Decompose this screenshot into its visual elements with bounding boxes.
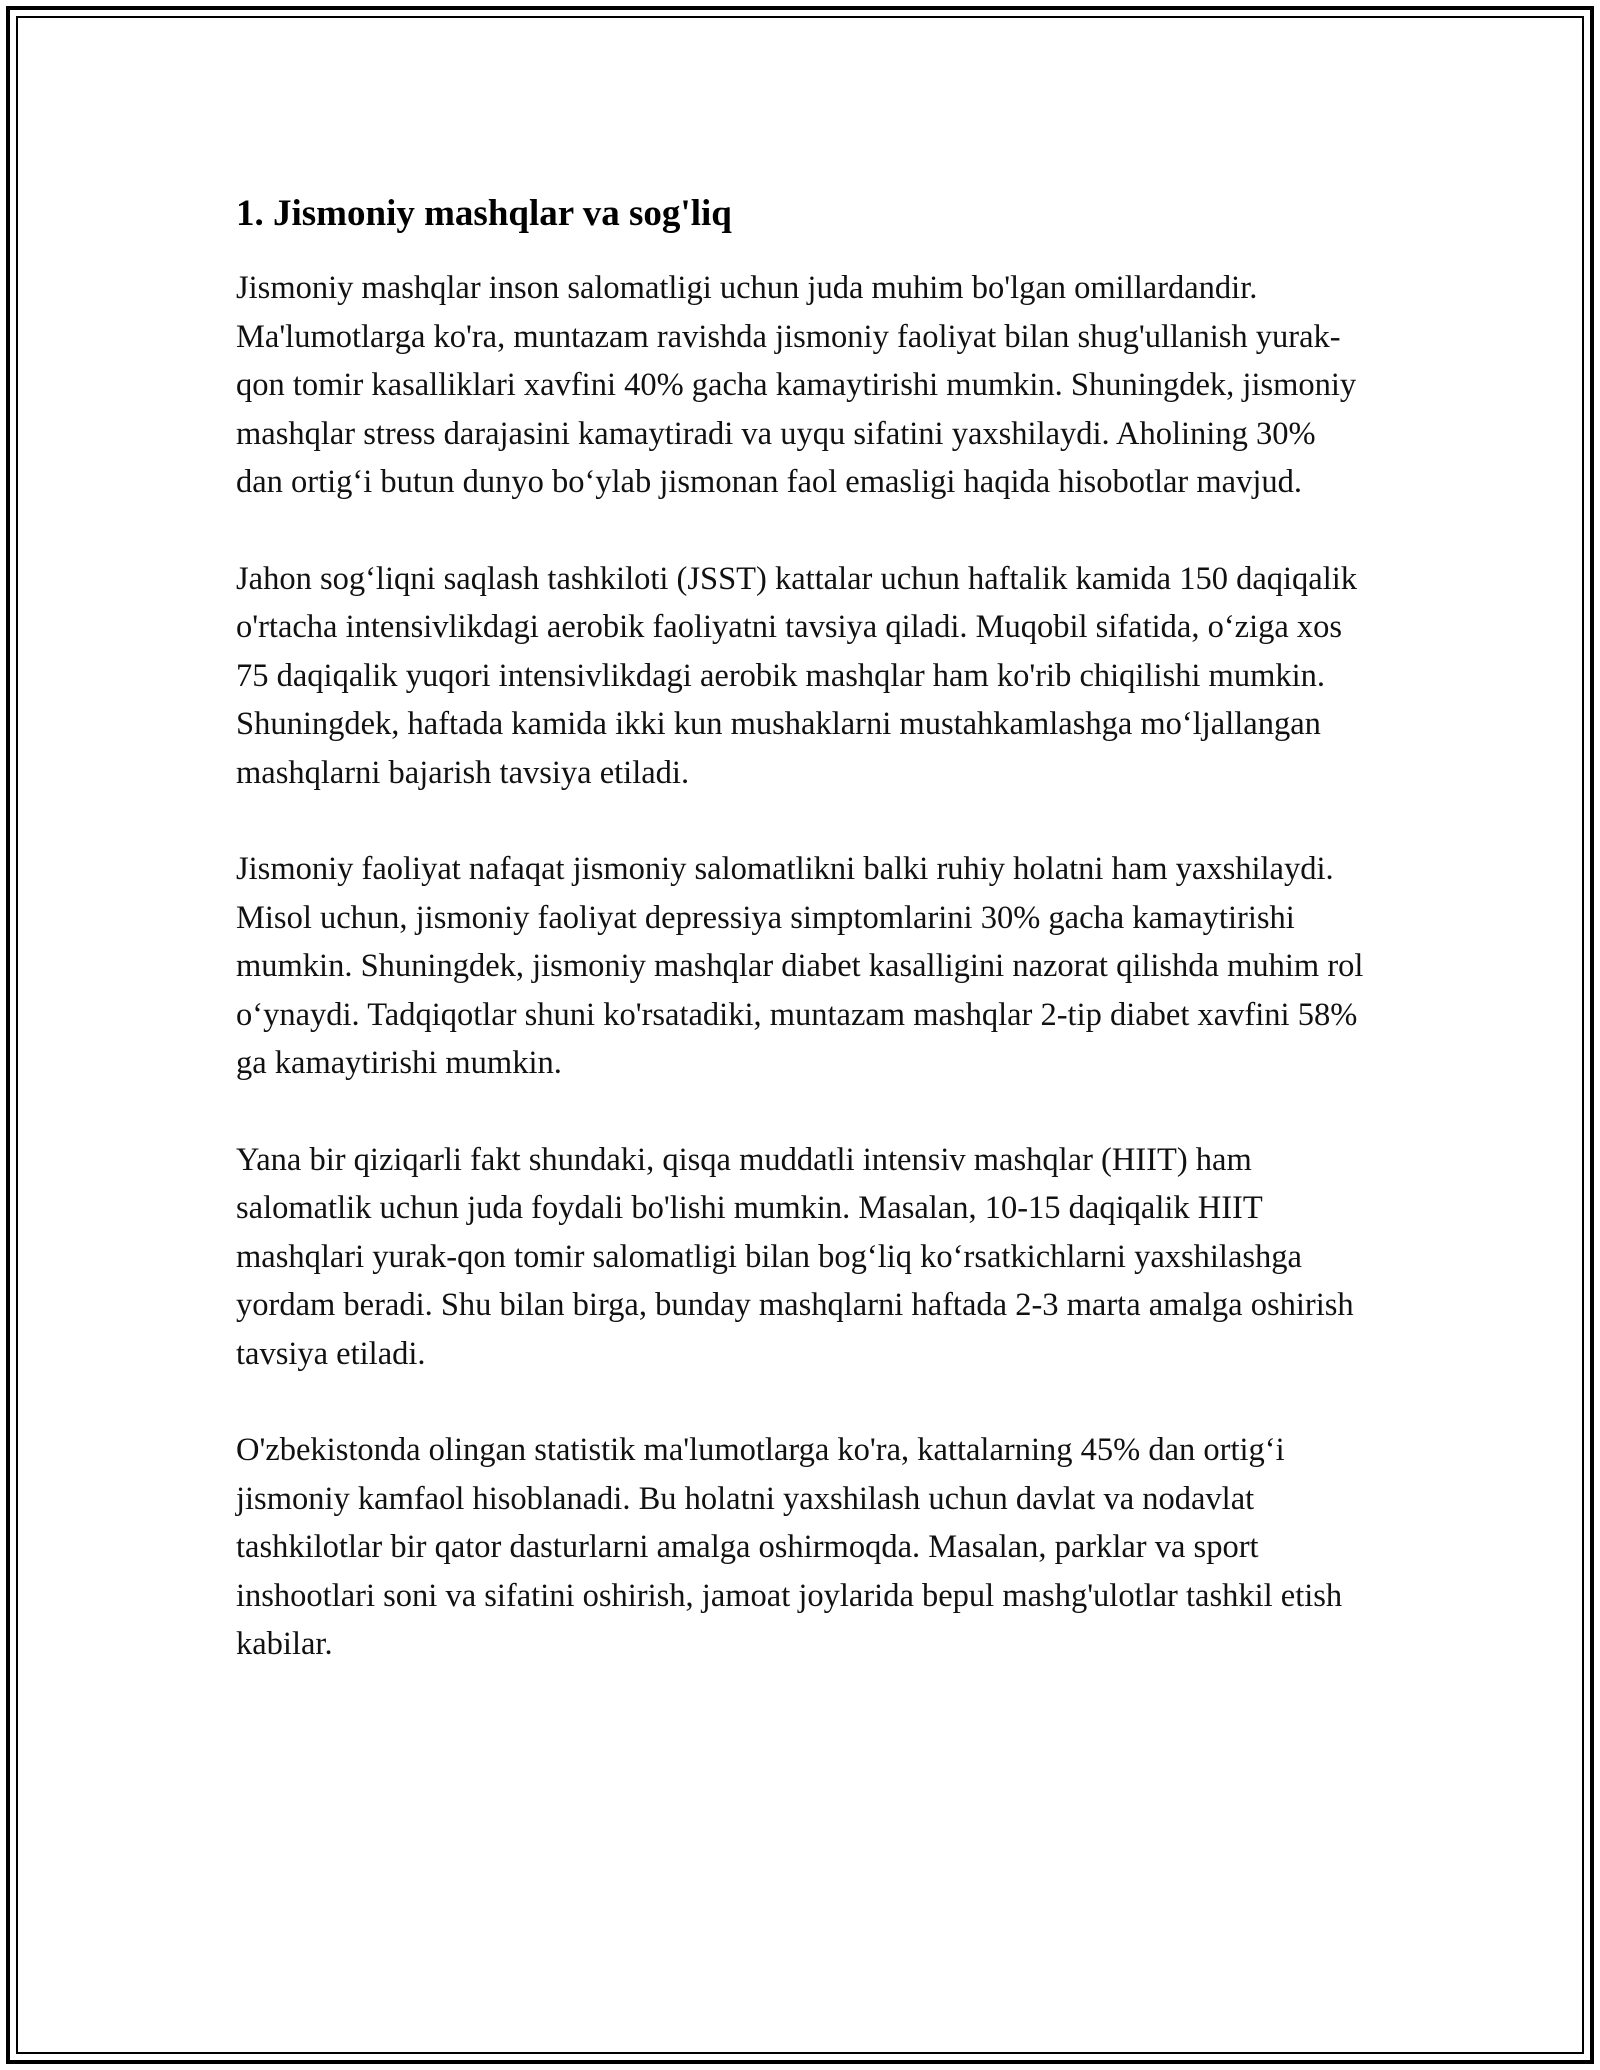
- paragraph-4: Yana bir qiziqarli fakt shundaki, qisqa muddatli intensiv mashqlar (HIIT) ham salomatlik uchun juda foydali bo'lishi mumkin. Masalan, 10-15 daqiqalik HIIT mashqlari yurak-qon tomir salomatligi bilan bog‘liq ko‘rsatkichlarni yaxshilashga yordam beradi. Shu bilan birga, bunday mashqlarni haftada 2-3 marta amalga oshirish tavsiya etiladi.: [236, 1141, 1354, 1372]
- paragraph-5: O'zbekistonda olingan statistik ma'lumotlarga ko'ra, kattalarning 45% dan ortig‘i jismoniy kamfaol hisoblanadi. Bu holatni yaxshilash uchun davlat va nodavlat tashkilotlar bir qator dasturlarni amalga oshirmoqda. Masalan, parklar va sport inshootlari soni va sifatini oshirish, jamoat joylarida bepul mashg'ulotlar tashkil etish kabilar.: [236, 1432, 1343, 1662]
- paragraph-3: Jismoniy faoliyat nafaqat jismoniy salomatlikni balki ruhiy holatni ham yaxshilaydi. Misol uchun, jismoniy faoliyat depressiya simptomlarini 30% gacha kamaytirishi mumkin. Shuningdek, jismoniy mashqlar diabet kasalligini nazorat qilishda muhim rol o‘ynaydi. Tadqiqotlar shuni ko'rsatadiki, muntazam mashqlar 2-tip diabet xavfini 58% ga kamaytirishi mumkin.: [236, 851, 1364, 1081]
- paragraph-2: Jahon sog‘liqni saqlash tashkiloti (JSST) kattalar uchun haftalik kamida 150 daqiqalik o'rtacha intensivlikdagi aerobik faoliyatni tavsiya qiladi. Muqobil sifatida, o‘ziga xos 75 daqiqalik yuqori intensivlikdagi aerobik mashqlar ham ko'rib chiqilishi mumkin. Shuningdek, haftada kamida ikki kun mushaklarni mustahkamlashga mo‘ljallangan mashqlarni bajarish tavsiya etiladi.: [236, 560, 1358, 791]
- paragraph-1: Jismoniy mashqlar inson salomatligi uchun juda muhim bo'lgan omillardandir. Ma'lumotlarga ko'ra, muntazam ravishda jismoniy faoliyat bilan shug'ullanish yurak-qon tomir kasalliklari xavfini 40% gacha kamaytirishi mumkin. Shuningdek, jismoniy mashqlar stress darajasini kamaytiradi va uyqu sifatini yaxshilaydi. Aholining 30% dan ortig‘i butun dunyo bo‘ylab jismonan faol emasligi haqida hisobotlar mavjud.: [236, 270, 1357, 500]
- section-heading: 1. Jismoniy mashqlar va sog'liq: [236, 193, 732, 234]
- document-body: [236, 186, 1366, 1669]
